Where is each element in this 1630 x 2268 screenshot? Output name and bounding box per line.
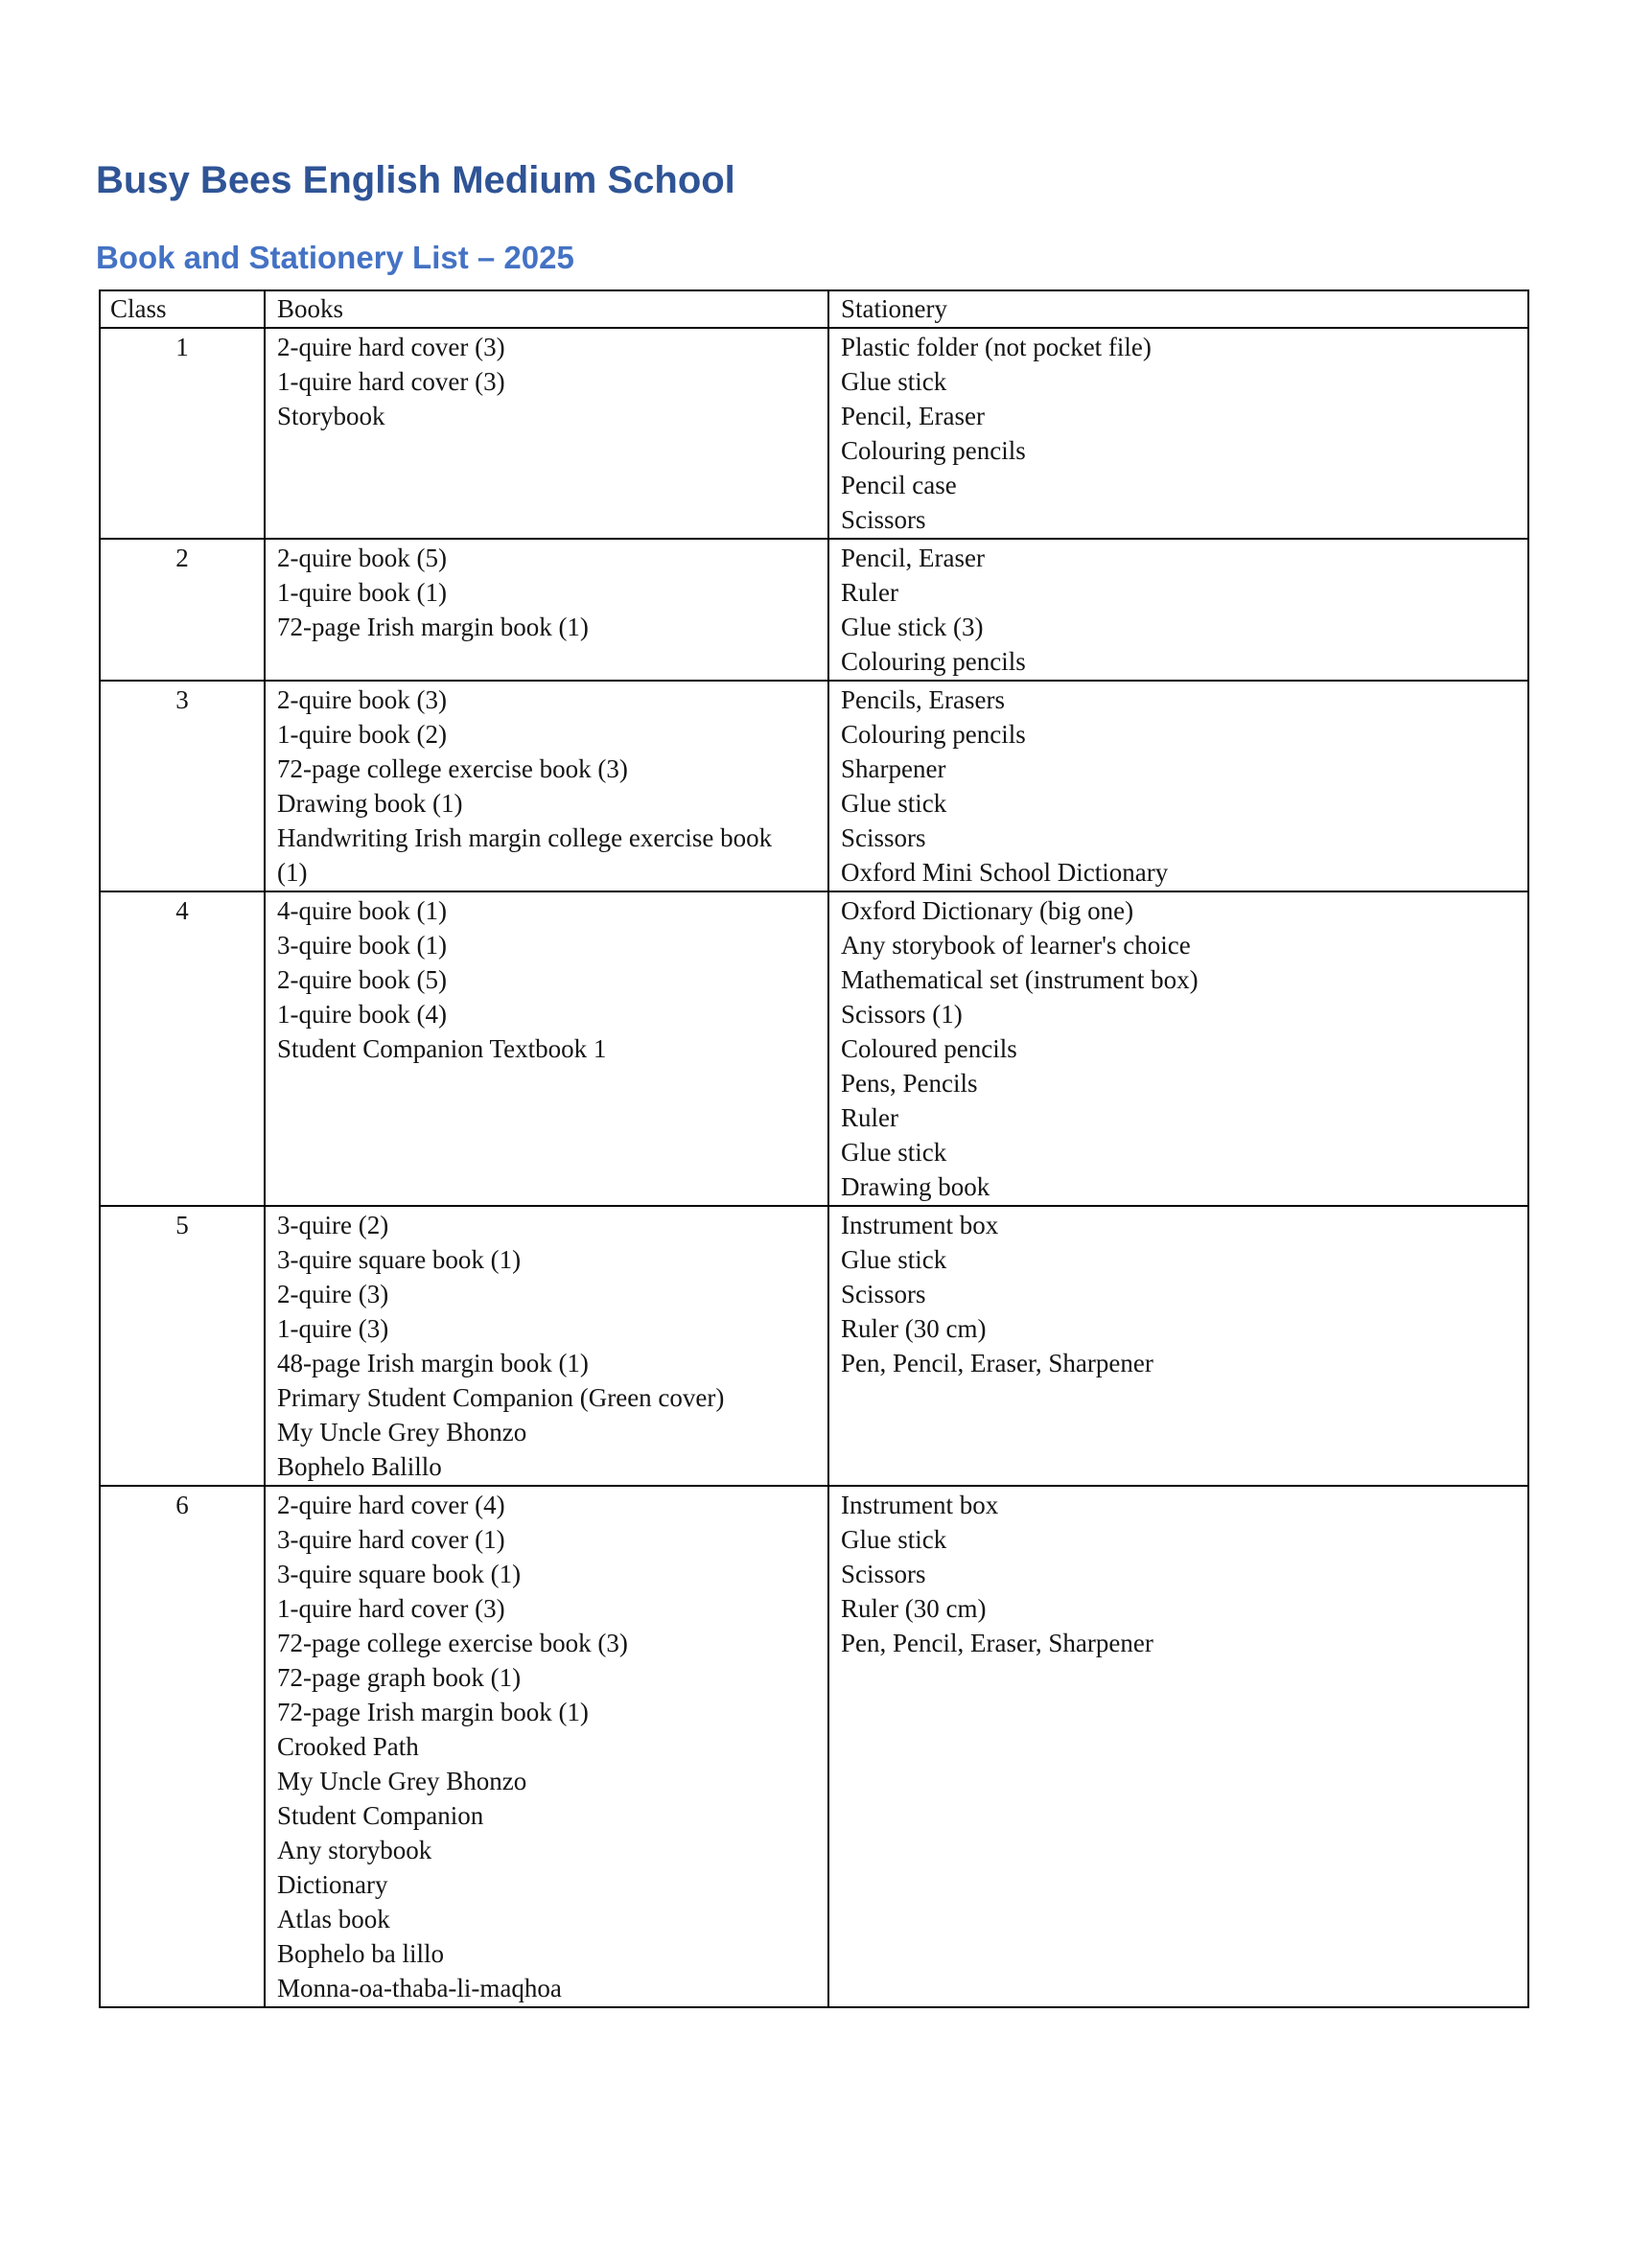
stationery-item: Glue stick <box>841 1245 947 1274</box>
book-item: 2-quire book (5) <box>277 544 447 572</box>
stationery-item: Scissors <box>841 505 926 534</box>
stationery-item: Coloured pencils <box>841 1034 1017 1063</box>
books-cell <box>265 328 828 539</box>
stationery-cell <box>828 1206 1528 1486</box>
stationery-item: Instrument box <box>841 1491 999 1519</box>
stationery-item: Pencil case <box>841 471 957 499</box>
stationery-item: Pencil, Eraser <box>841 544 985 572</box>
stationery-item: Pen, Pencil, Eraser, Sharpener <box>841 1629 1153 1657</box>
book-item: 2-quire (3) <box>277 1280 389 1308</box>
book-item: 1-quire (3) <box>277 1314 389 1343</box>
book-item: My Uncle Grey Bhonzo <box>277 1767 527 1795</box>
table-row <box>100 681 1528 891</box>
table-header-stationery: Stationery <box>828 290 1528 328</box>
book-item: 72-page Irish margin book (1) <box>277 613 589 641</box>
table-row <box>100 1206 1528 1486</box>
book-item: Atlas book <box>277 1905 390 1933</box>
book-item: 3-quire (2) <box>277 1211 389 1239</box>
table-row <box>100 891 1528 1206</box>
book-item: Student Companion Textbook 1 <box>277 1034 607 1063</box>
class-number: 5 <box>100 1206 265 1486</box>
books-cell <box>265 681 828 891</box>
stationery-item: Colouring pencils <box>841 647 1026 676</box>
table-header-row <box>100 290 1528 328</box>
document-subtitle: Book and Stationery List – 2025 <box>96 240 574 275</box>
book-item: 3-quire square book (1) <box>277 1245 522 1274</box>
stationery-item: Glue stick (3) <box>841 613 984 641</box>
stationery-cell <box>828 539 1528 681</box>
class-number: 6 <box>100 1486 265 2007</box>
book-item: 1-quire book (2) <box>277 720 447 749</box>
books-cell <box>265 891 828 1206</box>
book-item: Crooked Path <box>277 1732 419 1761</box>
stationery-item: Glue stick <box>841 789 947 818</box>
stationery-item: Scissors <box>841 1280 926 1308</box>
stationery-item: Ruler (30 cm) <box>841 1314 987 1343</box>
table-row <box>100 539 1528 681</box>
book-item: Bophelo Balillo <box>277 1452 442 1481</box>
book-item: 3-quire book (1) <box>277 931 447 960</box>
book-item: 2-quire hard cover (4) <box>277 1491 505 1519</box>
stationery-item: Oxford Dictionary (big one) <box>841 896 1134 925</box>
table-header-books: Books <box>265 290 828 328</box>
stationery-item: Colouring pencils <box>841 720 1026 749</box>
books-cell <box>265 1486 828 2007</box>
book-item: 72-page college exercise book (3) <box>277 754 628 783</box>
stationery-cell <box>828 891 1528 1206</box>
book-item: 1-quire hard cover (3) <box>277 367 505 396</box>
book-item: Any storybook <box>277 1836 432 1864</box>
class-number: 1 <box>100 328 265 539</box>
book-item: 2-quire book (5) <box>277 965 447 994</box>
stationery-item: Colouring pencils <box>841 436 1026 465</box>
book-item: 2-quire hard cover (3) <box>277 333 505 361</box>
book-item: Student Companion <box>277 1801 484 1830</box>
book-item: 48-page Irish margin book (1) <box>277 1349 589 1377</box>
stationery-item: Mathematical set (instrument box) <box>841 965 1199 994</box>
stationery-cell <box>828 681 1528 891</box>
stationery-item: Ruler <box>841 578 898 607</box>
book-item: 1-quire book (4) <box>277 1000 447 1029</box>
stationery-item: Oxford Mini School Dictionary <box>841 858 1169 887</box>
stationery-cell <box>828 328 1528 539</box>
stationery-item: Pen, Pencil, Eraser, Sharpener <box>841 1349 1153 1377</box>
stationery-item: Glue stick <box>841 367 947 396</box>
book-item: Primary Student Companion (Green cover) <box>277 1383 725 1412</box>
stationery-item: Drawing book <box>841 1172 990 1201</box>
class-number: 4 <box>100 891 265 1206</box>
stationery-item: Scissors <box>841 1560 926 1588</box>
class-number: 3 <box>100 681 265 891</box>
book-item: My Uncle Grey Bhonzo <box>277 1418 527 1446</box>
book-item: 4-quire book (1) <box>277 896 447 925</box>
stationery-item: Any storybook of learner's choice <box>841 931 1191 960</box>
table-row <box>100 1486 1528 2007</box>
stationery-item: Ruler (30 cm) <box>841 1594 987 1623</box>
stationery-item: Glue stick <box>841 1138 947 1167</box>
stationery-cell <box>828 1486 1528 2007</box>
book-item: 3-quire square book (1) <box>277 1560 522 1588</box>
class-number: 2 <box>100 539 265 681</box>
stationery-item: Glue stick <box>841 1525 947 1554</box>
book-item: 3-quire hard cover (1) <box>277 1525 505 1554</box>
books-cell <box>265 1206 828 1486</box>
stationery-item: Scissors (1) <box>841 1000 963 1029</box>
book-list-table-body <box>100 328 1528 2007</box>
stationery-item: Pencil, Eraser <box>841 402 985 430</box>
book-item: 72-page college exercise book (3) <box>277 1629 628 1657</box>
book-stationery-table <box>99 289 1529 2008</box>
table-header-class: Class <box>100 290 265 328</box>
stationery-item: Plastic folder (not pocket file) <box>841 333 1152 361</box>
books-cell <box>265 539 828 681</box>
document-title: Busy Bees English Medium School <box>96 159 735 201</box>
stationery-item: Pens, Pencils <box>841 1069 978 1098</box>
book-item: Handwriting Irish margin college exercise book (1) <box>277 823 773 887</box>
book-item: 72-page Irish margin book (1) <box>277 1698 589 1726</box>
stationery-item: Pencils, Erasers <box>841 685 1005 714</box>
book-item: Bophelo ba lillo <box>277 1939 444 1968</box>
book-item: Storybook <box>277 402 385 430</box>
book-item: Drawing book (1) <box>277 789 463 818</box>
table-row <box>100 328 1528 539</box>
book-item: 72-page graph book (1) <box>277 1663 522 1692</box>
book-item: Dictionary <box>277 1870 388 1899</box>
book-item: Monna-oa-thaba-li-maqhoa <box>277 1974 562 2002</box>
stationery-item: Scissors <box>841 823 926 852</box>
book-item: 2-quire book (3) <box>277 685 447 714</box>
stationery-item: Sharpener <box>841 754 946 783</box>
book-item: 1-quire book (1) <box>277 578 447 607</box>
stationery-item: Instrument box <box>841 1211 999 1239</box>
book-item: 1-quire hard cover (3) <box>277 1594 505 1623</box>
stationery-item: Ruler <box>841 1103 898 1132</box>
